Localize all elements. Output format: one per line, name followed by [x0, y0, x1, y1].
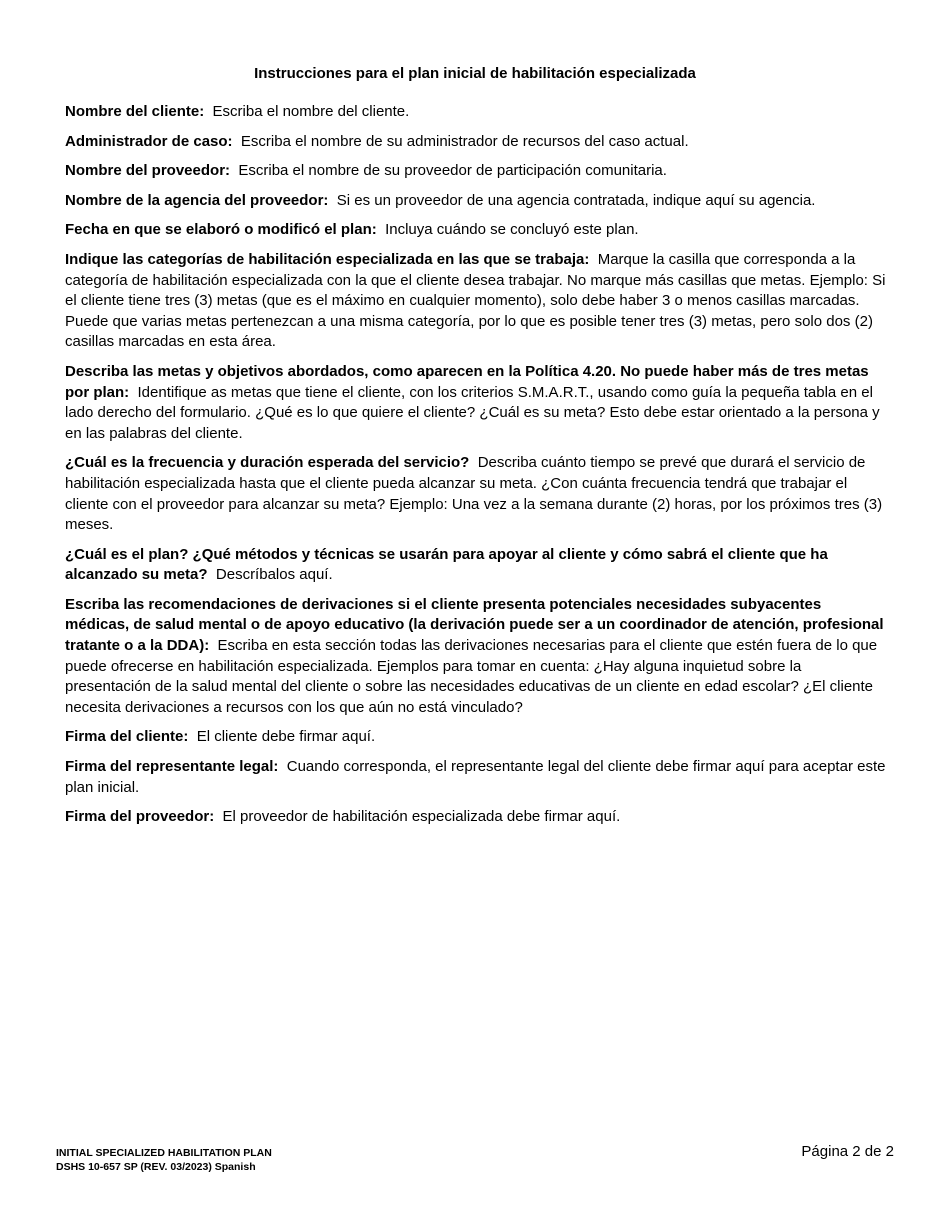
- instruction-plan-date: [65, 220, 887, 241]
- instruction-label: ¿Cuál es el plan? ¿Qué métodos y técnicas se usarán para apoyar al cliente y cómo sabrá el cliente que ha alcanzado su meta?: [65, 545, 828, 584]
- form-title: INITIAL SPECIALIZED HABILITATION PLAN: [56, 1147, 272, 1159]
- instruction-label: ¿Cuál es la frecuencia y duración esperada del servicio?: [65, 454, 470, 472]
- instruction-client-name: [65, 102, 887, 123]
- page-number: Página 2 de 2: [801, 1143, 894, 1160]
- instruction-label: Indique las categorías de habilitación especializada en las que se trabaja:: [65, 250, 590, 268]
- instruction-referrals: [65, 595, 887, 719]
- instruction-text: Escriba el nombre de su proveedor de participación comunitaria.: [238, 162, 667, 180]
- instruction-label: Nombre del proveedor:: [65, 162, 231, 180]
- instruction-label: Administrador de caso:: [65, 132, 233, 150]
- instruction-provider-signature: [65, 807, 887, 828]
- instruction-text: Incluya cuándo se concluyó este plan.: [385, 221, 639, 239]
- instruction-label: Fecha en que se elaboró o modificó el plan:: [65, 221, 377, 239]
- instruction-text: Escriba en esta sección todas las derivaciones necesarias para el cliente que estén fuera de lo que puede ofrecerse en habilitación especializada. Ejemplos para tomar en cuenta: ¿Hay alguna inquietud sobre la presentación de la salud mental del cliente o sobre las necesidades educativas de un cliente en edad escolar? ¿El cliente necesita derivaciones a recursos con los que aún no está vinculado?: [65, 637, 878, 716]
- instruction-text: El proveedor de habilitación especializada debe firmar aquí.: [222, 808, 621, 826]
- instruction-text: El cliente debe firmar aquí.: [196, 728, 376, 746]
- instruction-plan: [65, 545, 887, 586]
- instruction-goals: [65, 362, 887, 444]
- instructions-list: [65, 102, 887, 837]
- instruction-label: Escriba las recomendaciones de derivaciones si el cliente presenta potenciales necesidades subyacentes médicas, de salud mental o de apoyo educativo (la derivación puede ser a un coordinador de atención, profesional tratante o a la DDA):: [65, 595, 884, 655]
- instruction-text: Escriba el nombre del cliente.: [212, 103, 410, 120]
- instruction-label: Firma del representante legal:: [65, 758, 279, 776]
- instruction-frequency: [65, 453, 887, 535]
- instruction-legal-rep-signature: [65, 757, 887, 798]
- instruction-label: Describa las metas y objetivos abordados, como aparecen en la Política 4.20. No puede haber más de tres metas por plan:: [65, 362, 869, 401]
- instruction-text: Descríbalos aquí.: [215, 566, 333, 584]
- instruction-text: Si es un proveedor de una agencia contratada, indique aquí su agencia.: [336, 191, 816, 209]
- instruction-client-signature: [65, 727, 887, 748]
- instruction-text: Cuando corresponda, el representante legal del cliente debe firmar aquí para aceptar este plan inicial.: [65, 758, 886, 796]
- instruction-text: Marque la casilla que corresponda a la categoría de habilitación especializada con la que el cliente desea trabajar. No marque más casillas que metas. Ejemplo: Si el cliente tiene tres (3) metas (que es el máximo en cualquier momento), solo debe haber 3 o menos casillas marcadas. Puede que varias metas pertenezcan a una misma categoría, por lo que es posible tener tres (3) metas, pero solo dos (2) casillas marcadas en esta área.: [65, 250, 886, 351]
- instruction-categories: [65, 250, 887, 353]
- instruction-label: Firma del cliente:: [65, 728, 189, 746]
- instruction-label: Nombre del cliente:: [65, 103, 205, 120]
- instruction-case-manager: [65, 132, 887, 153]
- instruction-text: Identifique as metas que tiene el cliente, con los criterios S.M.A.R.T., usando como guía la pequeña tabla en el lado derecho del formulario. ¿Qué es lo que quiere el cliente? ¿Cuál es su meta? Esto debe estar orientado a la persona y en las palabras del cliente.: [65, 383, 880, 442]
- page-title: Instrucciones para el plan inicial de habilitación especializada: [254, 65, 696, 82]
- instruction-provider-name: [65, 161, 887, 182]
- instruction-label: Firma del proveedor:: [65, 808, 215, 826]
- instruction-text: Escriba el nombre de su administrador de recursos del caso actual.: [240, 132, 689, 150]
- form-footer: [56, 1146, 272, 1174]
- instruction-provider-agency: [65, 191, 887, 212]
- instruction-label: Nombre de la agencia del proveedor:: [65, 191, 329, 209]
- instruction-text: Describa cuánto tiempo se prevé que durará el servicio de habilitación especializada hasta que el cliente pueda alcanzar su meta. ¿Con cuánta frecuencia tendrá que trabajar el cliente con el proveedor para alcanzar su meta? Ejemplo: Una vez a la semana durante (2) horas, por los próximos tres (3) meses.: [65, 454, 883, 534]
- form-number: DSHS 10-657 SP (REV. 03/2023) Spanish: [56, 1161, 256, 1173]
